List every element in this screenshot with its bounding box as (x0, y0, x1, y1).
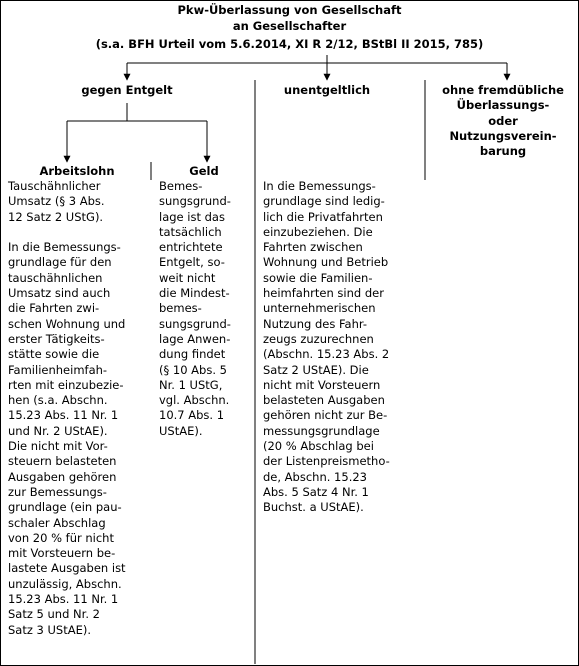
title-line-2: an Gesellschafter (232, 19, 347, 33)
text-geld: Bemes- sungsgrund- lage ist das tatsächlich entrichtete Entgelt, so- weit nicht die Mindest- bemes- sungsgrund- lage Anwen- dung findet (§ 10 Abs. 5 Nr. 1 UStG, vgl. Abschn. 10.7 Abs. 1 UStAE). (159, 179, 231, 438)
sub-branch-arbeitslohn: Arbeitslohn (39, 164, 115, 178)
title-line-1: Pkw-Überlassung von Gesellschaft (177, 3, 402, 17)
branch-unentgeltlich: unentgeltlich (283, 83, 371, 97)
text-unentgeltlich: In die Bemessungs- grundlage sind ledig- lich die Privatfahrten einzubeziehen. Die Fahrten zwischen Wohnung und Betrieb sowie die Familien- heimfahrten sind der unternehmerischen Nutzung des Fahr- zeugs zuzurechnen (Abschn. 15.23 Abs. 2 Satz 2 UStAE). Die nicht mit Vorsteuern belasteten Ausgaben gehören nicht zur Be- messungsgrundlage (20 % Abschlag bei der Listenpreismetho- de, Abschn. 15.23 Abs. 5 Satz 4 Nr. 1 Buchst. a UStAE). (263, 179, 390, 515)
sub-branch-geld: Geld (189, 164, 219, 178)
title-line-3: (s.a. BFH Urteil vom 5.6.2014, XI R 2/12, BStBl II 2015, 785) (95, 37, 484, 51)
text-arbeitslohn: Tauschähnlicher Umsatz (§ 3 Abs. 12 Satz 2 UStG). In die Bemessungs- grundlage für den tauschähnlichen Umsatz sind auch die Fahrten zwi- schen Wohnung und erster Tätigkeits- stätte sowie die Familienheimfah- rten mit einzubezie- hen (s.a. Abschn. 15.23 Abs. 11 Nr. 1 und Nr. 2 UStAE). Die nicht mit Vor- steuern belasteten Ausgaben gehören zur Bemessungs- grundlage (ein pau- schaler Abschlag von 20 % für nicht mit Vorsteuern be- lastete Ausgaben ist unzulässig, Abschn. 15.23 Abs. 11 Nr. 1 Satz 5 und Nr. 2 Satz 3 UStAE). (8, 179, 126, 637)
branch-gegen-entgelt: gegen Entgelt (81, 83, 173, 97)
branch-ohne-vereinbarung: ohne fremdübliche Überlassungs- oder Nutzungsverein- barung (442, 83, 564, 159)
